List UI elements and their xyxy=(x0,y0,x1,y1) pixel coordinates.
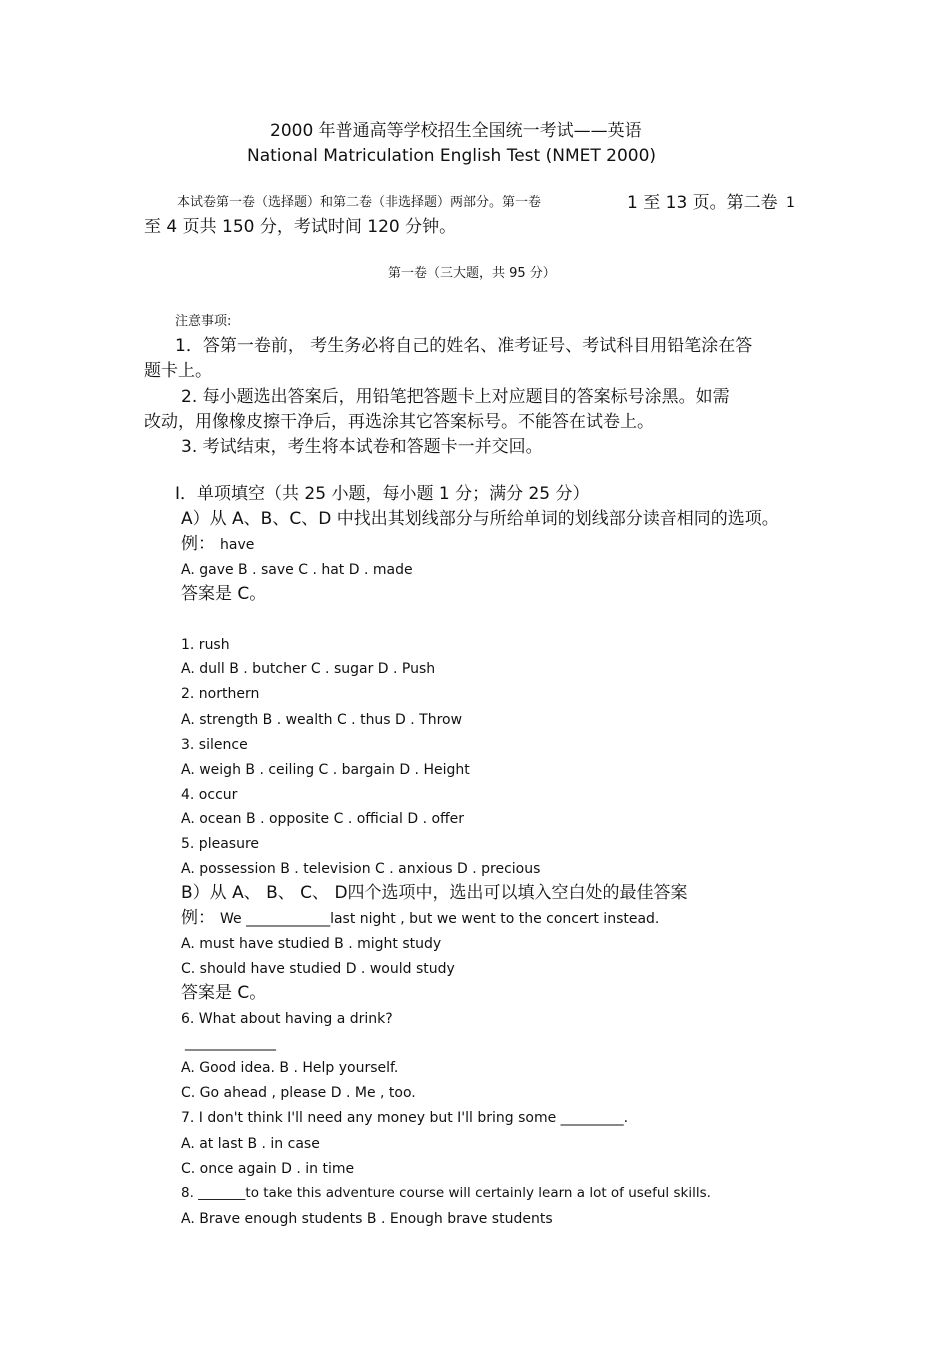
example-label: 例： xyxy=(181,534,215,554)
note-1a: 1．答第一卷前， 考生务必将自己的姓名、准考证号、考试科目用铅笔涂在答 xyxy=(175,336,753,356)
note-3: 3. 考试结束，考生将本试卷和答题卡一并交回。 xyxy=(181,437,543,457)
part-b-example-option-2: C. should have studied D . would study xyxy=(181,961,455,977)
part-b-example-text: We ____________last night , but we went to the concert instead. xyxy=(220,911,660,927)
question-7: 7. I don't think I'll need any money but I'll bring some _________. xyxy=(181,1110,629,1126)
question-5: 5. pleasure xyxy=(181,836,260,852)
title-chinese: 2000 年普通高等学校招生全国统一考试——英语 xyxy=(270,121,642,141)
question-4-options: A. ocean B . opposite C . official D . offer xyxy=(181,811,465,827)
example-options: A. gave B . save C . hat D . made xyxy=(181,562,413,578)
question-7-options-1: A. at last B . in case xyxy=(181,1136,320,1152)
example-word: have xyxy=(220,537,255,553)
question-8: 8. _______to take this adventure course will certainly learn a lot of useful skills. xyxy=(181,1185,711,1201)
question-4: 4. occur xyxy=(181,787,238,803)
intro-line-2: 至 4 页共 150 分，考试时间 120 分钟。 xyxy=(144,217,457,237)
example-answer: 答案是 C。 xyxy=(181,584,267,604)
part-b-instruction: B）从 A、 B、 C、 D四个选项中，选出可以填入空白处的最佳答案 xyxy=(181,883,688,903)
question-3: 3. silence xyxy=(181,737,248,753)
question-3-options: A. weigh B . ceiling C . bargain D . Height xyxy=(181,762,470,778)
intro-line-1c: 1 xyxy=(786,195,795,211)
note-1b: 题卡上。 xyxy=(144,361,212,381)
notes-label: 注意事项: xyxy=(175,314,232,329)
note-2b: 改动，用像橡皮擦干净后，再选涂其它答案标号。不能答在试卷上。 xyxy=(144,412,654,432)
question-1: 1. rush xyxy=(181,637,230,653)
question-2-options: A. strength B . wealth C . thus D . Throw xyxy=(181,712,463,728)
question-6: 6. What about having a drink? xyxy=(181,1011,393,1027)
part-b-example-answer: 答案是 C。 xyxy=(181,983,267,1003)
part-b-example-label: 例： xyxy=(181,908,215,928)
part-a-instruction: A）从 A、B、C、D 中找出其划线部分与所给单词的划线部分读音相同的选项。 xyxy=(181,509,779,529)
question-2: 2. northern xyxy=(181,686,260,702)
note-2a: 2. 每小题选出答案后，用铅笔把答题卡上对应题目的答案标号涂黑。如需 xyxy=(181,387,730,407)
part1-heading: 第一卷（三大题，共 95 分） xyxy=(388,266,556,281)
question-6-blank: _____________ xyxy=(185,1035,276,1051)
question-8-options-1: A. Brave enough students B . Enough brave students xyxy=(181,1211,553,1227)
part-b-example-option-1: A. must have studied B . might study xyxy=(181,936,442,952)
question-1-options: A. dull B . butcher C . sugar D . Push xyxy=(181,661,436,677)
question-6-options-2: C. Go ahead , please D . Me , too. xyxy=(181,1085,416,1101)
question-6-options-1: A. Good idea. B . Help yourself. xyxy=(181,1060,399,1076)
intro-line-1: 本试卷第一卷（选择题）和第二卷（非选择题）两部分。第一卷 xyxy=(177,195,542,210)
section1-heading: I．单项填空（共 25 小题，每小题 1 分；满分 25 分） xyxy=(175,484,590,504)
question-7-options-2: C. once again D . in time xyxy=(181,1161,355,1177)
question-5-options: A. possession B . television C . anxious D . precious xyxy=(181,861,541,877)
title-english: National Matriculation English Test (NMET 2000) xyxy=(247,146,657,166)
intro-line-1b: 1 至 13 页。第二卷 xyxy=(627,193,778,213)
